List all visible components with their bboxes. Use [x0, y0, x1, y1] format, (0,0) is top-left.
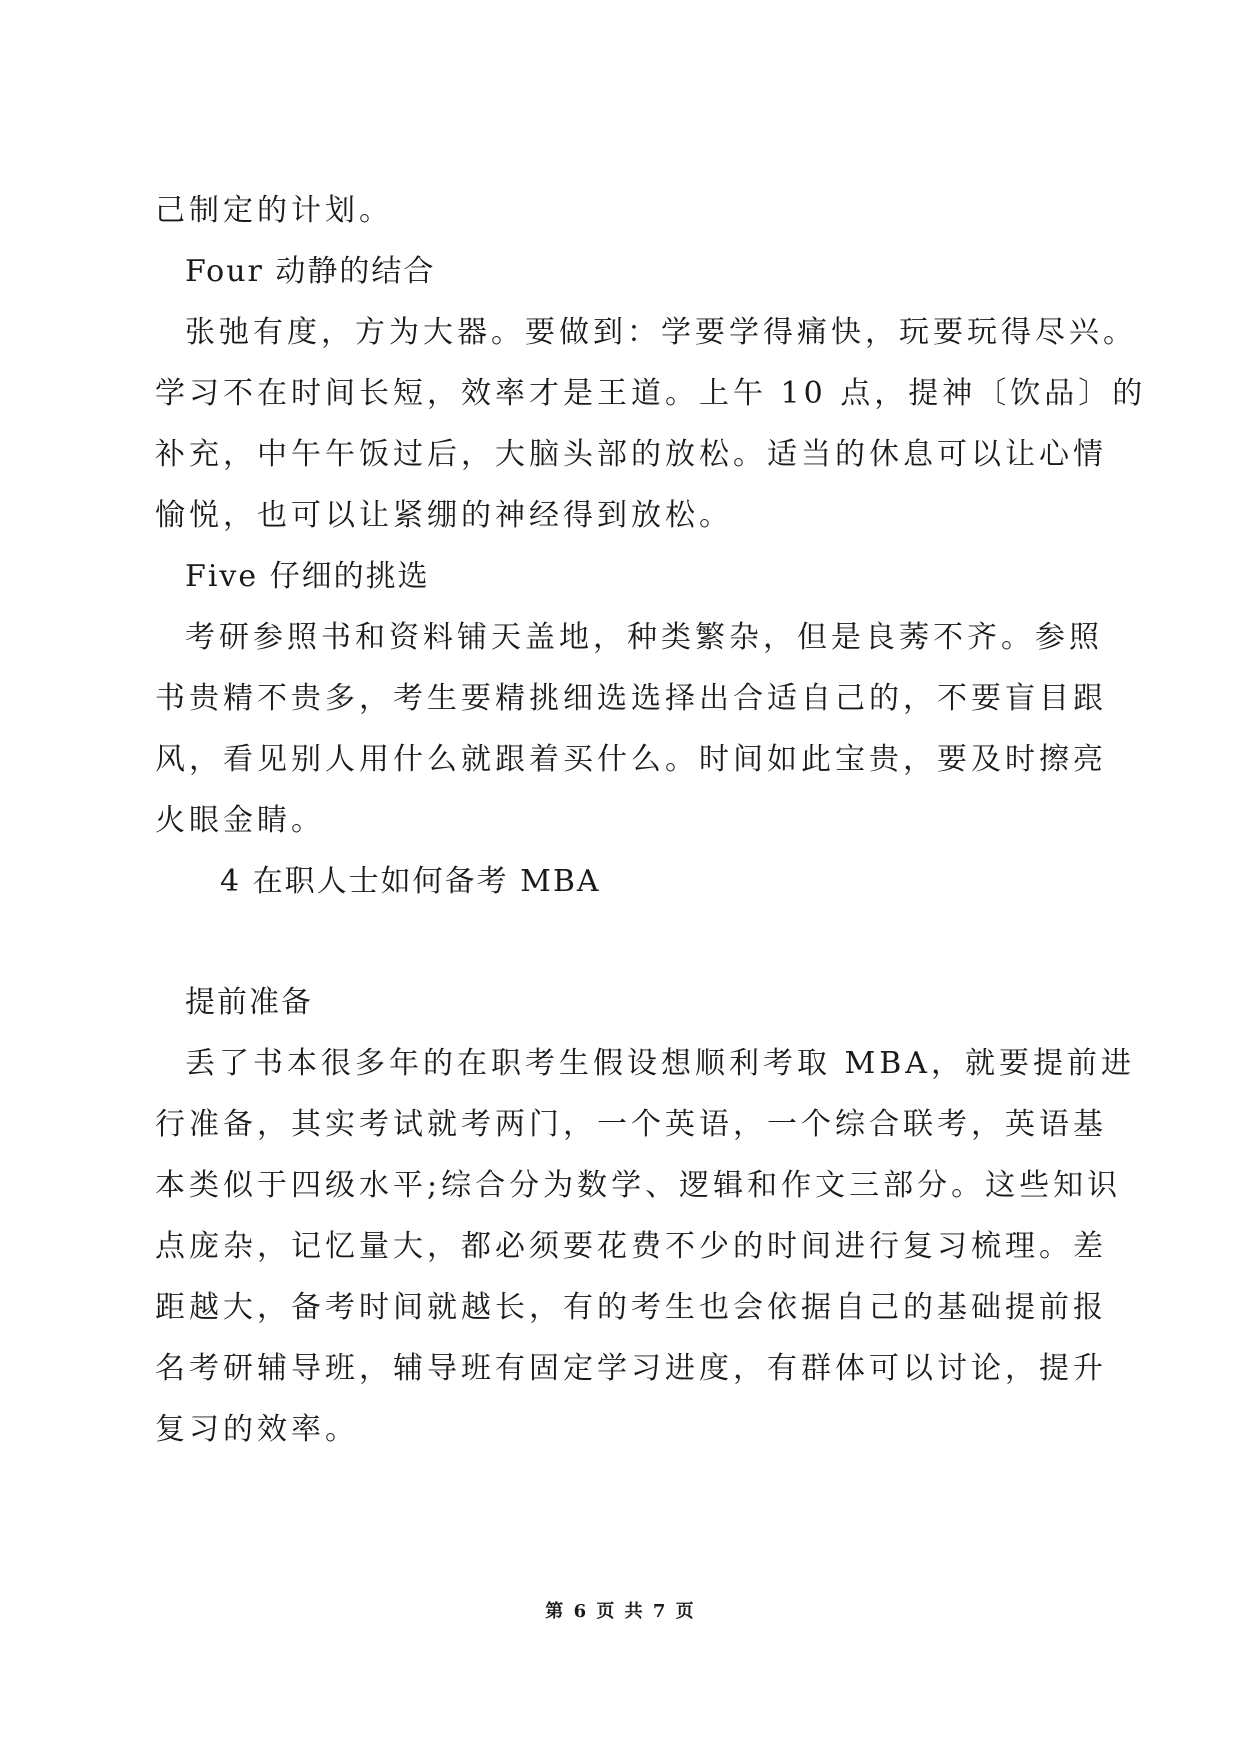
section-heading-four: Four 动静的结合 [185, 254, 436, 289]
paragraph-line: 距越大，备考时间就越长，有的考生也会依据自己的基础提前报 [155, 1290, 1107, 1325]
paragraph-line: 丢了书本很多年的在职考生假设想顺利考取 MBA，就要提前进 [185, 1046, 1135, 1081]
paragraph-line: 火眼金睛。 [155, 803, 325, 838]
paragraph-line: 点庞杂，记忆量大，都必须要花费不少的时间进行复习梳理。差 [155, 1229, 1107, 1264]
section-title-mba: 4 在职人士如何备考 MBA [220, 864, 601, 899]
paragraph-line: 风，看见别人用什么就跟着买什么。时间如此宝贵，要及时擦亮 [155, 742, 1107, 777]
document-body [155, 180, 1147, 1460]
paragraph-line: 名考研辅导班，辅导班有固定学习进度，有群体可以讨论，提升 [155, 1351, 1107, 1386]
paragraph-line: 张弛有度，方为大器。要做到：学要学得痛快，玩要玩得尽兴。 [185, 315, 1137, 350]
paragraph-line: 行准备，其实考试就考两门，一个英语，一个综合联考，英语基 [155, 1107, 1107, 1142]
subsection-heading-preparation: 提前准备 [185, 985, 313, 1020]
paragraph-line: 考研参照书和资料铺天盖地，种类繁杂，但是良莠不齐。参照 [185, 620, 1103, 655]
page-number-footer: 第 6 页 共 7 页 [545, 1601, 696, 1622]
paragraph-line: 书贵精不贵多，考生要精挑细选选择出合适自己的，不要盲目跟 [155, 681, 1107, 716]
paragraph-line: 补充，中午午饭过后，大脑头部的放松。适当的休息可以让心情 [155, 437, 1107, 472]
section-heading-five: Five 仔细的挑选 [185, 559, 430, 594]
spacer [155, 912, 1095, 972]
paragraph-line: 愉悦，也可以让紧绷的神经得到放松。 [155, 498, 733, 533]
paragraph-line: 己制定的计划。 [155, 193, 393, 228]
paragraph-line: 本类似于四级水平;综合分为数学、逻辑和作文三部分。这些知识 [155, 1168, 1122, 1203]
paragraph-line: 学习不在时间长短，效率才是王道。上午 10 点，提神〔饮品〕的 [155, 376, 1147, 411]
paragraph-line: 复习的效率。 [155, 1412, 359, 1447]
